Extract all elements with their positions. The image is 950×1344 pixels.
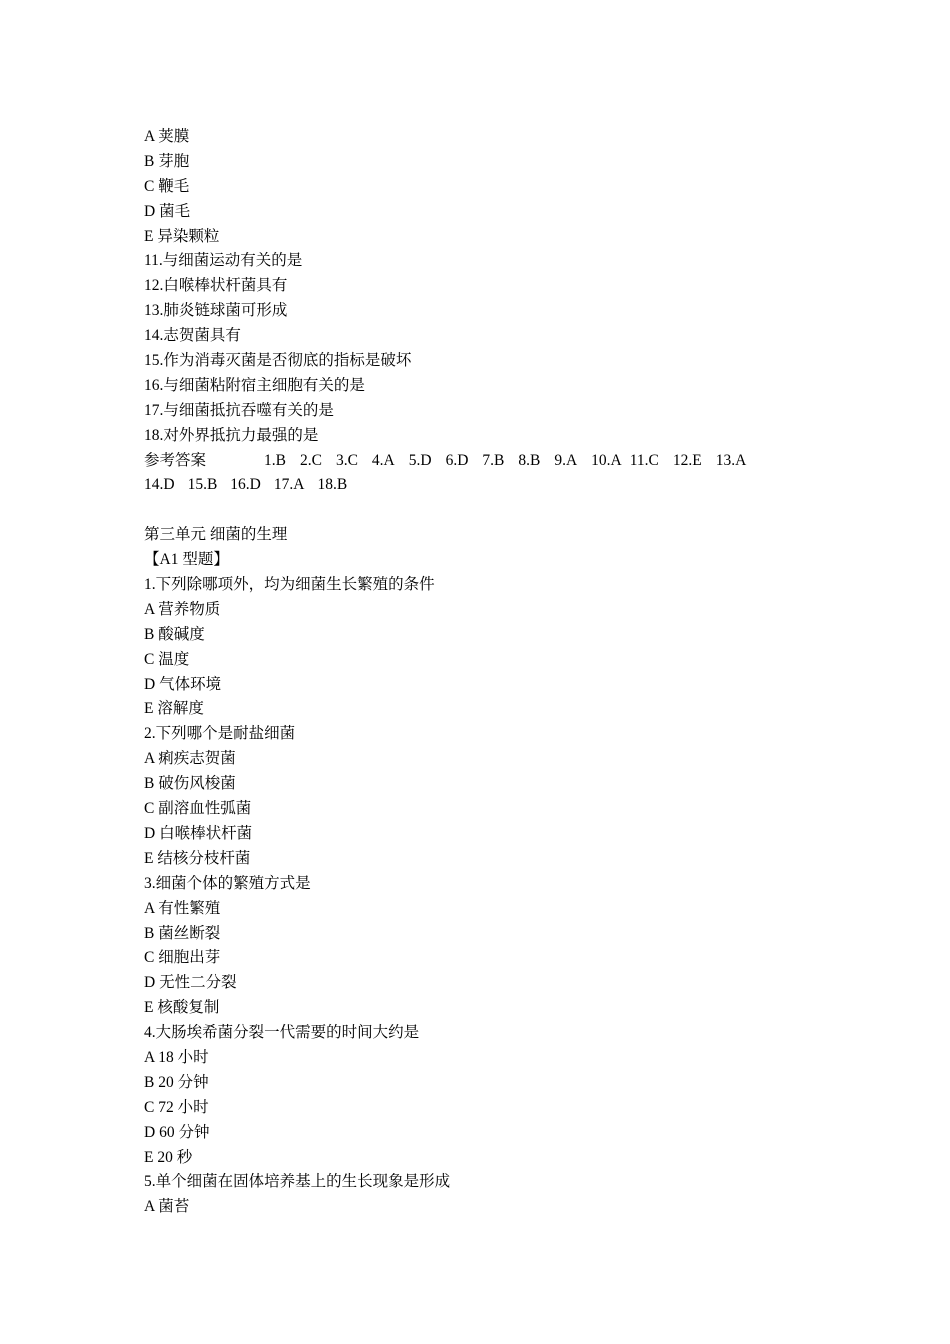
text-line: 5.单个细菌在固体培养基上的生长现象是形成 — [144, 1173, 451, 1191]
answer-item: 14.D — [144, 476, 175, 494]
answer-key-label: 参考答案 — [144, 451, 207, 469]
text-line: 18.对外界抵抗力最强的是 — [144, 426, 319, 444]
text-line: B 酸碱度 — [144, 625, 205, 643]
answer-item: 2.C — [299, 451, 322, 469]
text-line: 3.细菌个体的繁殖方式是 — [144, 874, 311, 892]
text-line: A 荚膜 — [144, 128, 190, 145]
text-line: 12.白喉棒状杆菌具有 — [144, 277, 288, 295]
text-line: D 无性二分裂 — [144, 974, 237, 992]
text-line: E 核酸复制 — [144, 999, 220, 1017]
text-line: C 温度 — [144, 650, 190, 668]
text-line: E 结核分枝杆菌 — [144, 849, 251, 867]
answer-item: 11.C — [629, 451, 659, 469]
bottom-question-lines — [144, 573, 824, 1220]
text-line: 11.与细菌运动有关的是 — [144, 252, 303, 270]
text-line: C 副溶血性弧菌 — [144, 800, 252, 818]
answer-item: 3.C — [335, 451, 358, 469]
top-question-lines — [144, 125, 824, 449]
answer-key-row-2 — [144, 473, 824, 498]
document-page — [144, 125, 824, 1220]
answer-key-row-1 — [144, 449, 824, 474]
text-line: A 有性繁殖 — [144, 899, 221, 917]
answer-item: 16.D — [230, 476, 261, 494]
text-line: B 菌丝断裂 — [144, 924, 221, 942]
text-line: 17.与细菌抵抗吞噬有关的是 — [144, 401, 334, 419]
answer-item: 7.B — [482, 451, 505, 469]
answer-item: 1.B — [264, 451, 286, 469]
text-line: C 细胞出芽 — [144, 949, 221, 967]
section-title: 第三单元 细菌的生理 — [144, 526, 288, 544]
text-line: C 72 小时 — [144, 1098, 209, 1116]
answer-item: 4.A — [371, 451, 395, 469]
text-line: 16.与细菌粘附宿主细胞有关的是 — [144, 376, 365, 394]
text-line: D 60 分钟 — [144, 1123, 210, 1141]
text-line: B 破伤风梭菌 — [144, 775, 236, 793]
text-line: D 菌毛 — [144, 202, 191, 220]
answer-item: 8.B — [518, 451, 541, 469]
text-line: A 营养物质 — [144, 600, 221, 618]
text-line: E 20 秒 — [144, 1148, 193, 1166]
question-type-heading: 【A1 型题】 — [144, 551, 229, 569]
answer-item: 18.B — [317, 476, 348, 494]
answer-item: 5.D — [408, 451, 432, 469]
text-line: A 菌苔 — [144, 1198, 190, 1216]
text-line: 15.作为消毒灭菌是否彻底的指标是破坏 — [144, 352, 412, 370]
text-line: D 气体环境 — [144, 675, 222, 693]
answer-item: 13.A — [715, 451, 747, 469]
text-line: E 异染颗粒 — [144, 227, 220, 245]
text-line: B 芽胞 — [144, 152, 190, 170]
text-line: 2.下列哪个是耐盐细菌 — [144, 725, 296, 743]
text-line: A 痢疾志贺菌 — [144, 750, 236, 768]
answer-item: 10.A — [591, 451, 622, 469]
text-line: 14.志贺菌具有 — [144, 327, 241, 345]
answer-item: 9.A — [554, 451, 578, 469]
text-line: C 鞭毛 — [144, 177, 190, 195]
answer-item: 12.E — [672, 451, 702, 469]
text-line: 13.肺炎链球菌可形成 — [144, 302, 288, 320]
text-line: D 白喉棒状杆菌 — [144, 824, 253, 842]
answer-item: 15.B — [187, 476, 218, 494]
text-line: 1.下列除哪项外，均为细菌生长繁殖的条件 — [144, 576, 435, 594]
blank-line — [144, 498, 824, 523]
answer-item: 6.D — [445, 451, 469, 469]
text-line: 4.大肠埃希菌分裂一代需要的时间大约是 — [144, 1024, 420, 1042]
answer-item: 17.A — [273, 476, 305, 494]
text-line: B 20 分钟 — [144, 1073, 209, 1091]
text-line: A 18 小时 — [144, 1048, 209, 1066]
text-line: E 溶解度 — [144, 700, 204, 718]
